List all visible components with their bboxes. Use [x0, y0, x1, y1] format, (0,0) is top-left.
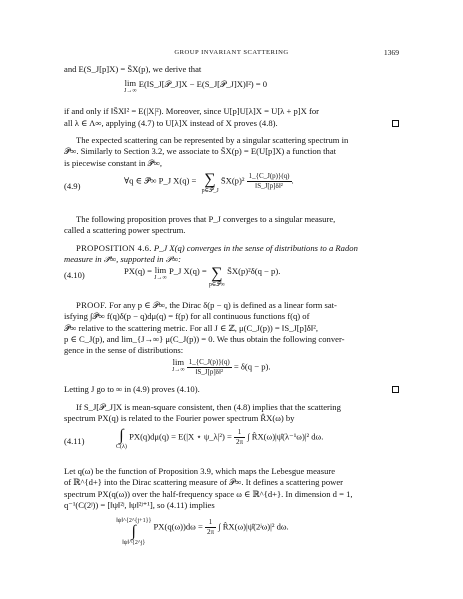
summation: ∑ p∈𝒫∞	[208, 265, 225, 288]
proposition-label: PROPOSITION 4.6.	[76, 243, 152, 253]
equation-4-9: ∀q ∈ 𝒫̄∞ P_J X(q) = ∑ p∈𝒫_J S̄X(p)² $\frac{1\_\{C\_J(p)\}(q)}{\text{‖S\_J[p]δ‖²}}$ .	[124, 171, 294, 194]
equation-dirac-convergence: lim J→∞ $\frac{1\_\{C\_J(p)\}(q)}{\text{‖S\_J[p]δ‖²}}$ = δ(q − p).	[172, 357, 271, 377]
text-line: Letting J go to ∞ in (4.9) proves (4.10).	[64, 384, 200, 394]
equation-4-10: PX(q) = lim J→∞ P_J X(q) = ∑ p∈𝒫∞ S̄X(p)²δ(q − p).	[124, 265, 281, 288]
qed-symbol	[392, 120, 399, 127]
integral: ‖ψ‖^{2^{j+1}} ∫ ‖ψ‖^{2^j}	[116, 518, 152, 546]
equation-number: (4.9)	[64, 181, 81, 191]
fraction: $\frac{1}{2\pi}$	[236, 428, 244, 447]
fraction: $\frac{1\_\{C\_J(p)\}(q)}{\text{‖S\_J[p]δ‖²}}$	[188, 358, 230, 377]
summation: ∑ p∈𝒫_J	[201, 171, 219, 194]
running-header-title: GROUP INVARIANT SCATTERING	[174, 49, 289, 56]
proof-label: PROOF.	[76, 300, 107, 310]
equation-final-integral: ‖ψ‖^{2^{j+1}} ∫ ‖ψ‖^{2^j} PX(q(ω))dω = $\frac{1}{2\pi}$ ∫ R̂X(ω)|ψ̂(2ʲω)|² dω.	[116, 518, 289, 546]
qed-symbol	[392, 386, 399, 393]
limit-operator: lim J→∞	[154, 265, 167, 281]
equation-number: (4.11)	[64, 436, 85, 446]
equation-4-11: ∫ C(λ) PX(q)dμ(q) = E(|X ⋆ ψ_λ|²) = $\frac{1}{2\pi}$ ∫ R̂X(ω)|ψ̂(λ⁻¹ω)|² dω.	[116, 427, 324, 450]
proof-paragraph: PROOF. For any p ∈ 𝒫∞, the Dirac δ(p − q) is defined as a linear form sat- isfying ∫𝒫̄∞ f(q)δ(p − q)dμ(q) = f(p) for all continuous functions f(q) of 𝒫̄∞ relative to the scattering metric. For all J ∈ ℤ, μ(C_J(p)) = ‖S_J[p]δ‖², p ∈ C_J(p), and lim_{J→∞} μ(C_J(p)) = 0. We thus obtain the following conver- gence in the sense of distributions:	[64, 300, 345, 356]
paragraph-power-spectrum: The following proposition proves that P_J converges to a singular measure, called a scattering power spectrum.	[64, 214, 336, 236]
fraction: $\frac{1}{2\pi}$	[206, 518, 215, 537]
limit-operator: lim J→∞	[124, 78, 137, 94]
text-line: and E(S_J[p]X) = S̄X(p), we derive that	[64, 64, 202, 74]
integral: ∫ C(λ)	[116, 427, 127, 450]
page-number: 1369	[383, 48, 399, 57]
paragraph-half-frequency: Let q(ω) be the function of Proposition 3.9, which maps the Lebesgue measure of ℝ^{d+} into the Dirac scattering measure of 𝒫∞. It defines a scattering power spectrum PX(q(ω)) over the half-frequency space ω ∈ ℝ^{d+}. In dimension d = 1, q⁻¹(C(2ʲ)) = [‖ψ‖²ʲ, ‖ψ‖²ʲ⁺¹], so (4.11) implies	[64, 466, 353, 511]
proposition-4-6: PROPOSITION 4.6. P_J X(q) converges in the sense of distributions to a Radon measure in 𝒫̄∞, supported in 𝒫∞:	[64, 243, 358, 265]
text-line: if and only if ‖S̄X‖² = E(|X|²). Moreover, since U[p]U[λ]X = U[λ + p]X for	[64, 106, 320, 116]
equation-number: (4.10)	[64, 270, 85, 280]
limit-operator: lim J→∞	[172, 357, 185, 373]
text-line: all λ ∈ Λ∞, applying (4.7) to U[λ]X instead of X proves (4.8).	[64, 118, 278, 128]
paragraph-fourier-relation: If S_J[𝒫_J]X is mean-square consistent, then (4.8) implies that the scattering spectrum PX(q) is related to the Fourier power spectrum R̂X(ω) by	[64, 402, 341, 424]
fraction: $\frac{1\_\{C\_J(p)\}(q)}{\text{‖S\_J[p]δ‖²}}$	[248, 172, 290, 191]
paragraph-scattering-spectrum: The expected scattering can be represented by a singular scattering spectrum in 𝒫̄∞. Similarly to Section 3.2, we associate to S̄X(p) = E(U[p]X) a function that is piecewise constant in 𝒫̄∞,	[64, 135, 349, 168]
equation-limit-variance: lim J→∞ E(‖S_J[𝒫_J]X − E(S_J[𝒫_J]X)‖²) = 0	[124, 78, 268, 94]
